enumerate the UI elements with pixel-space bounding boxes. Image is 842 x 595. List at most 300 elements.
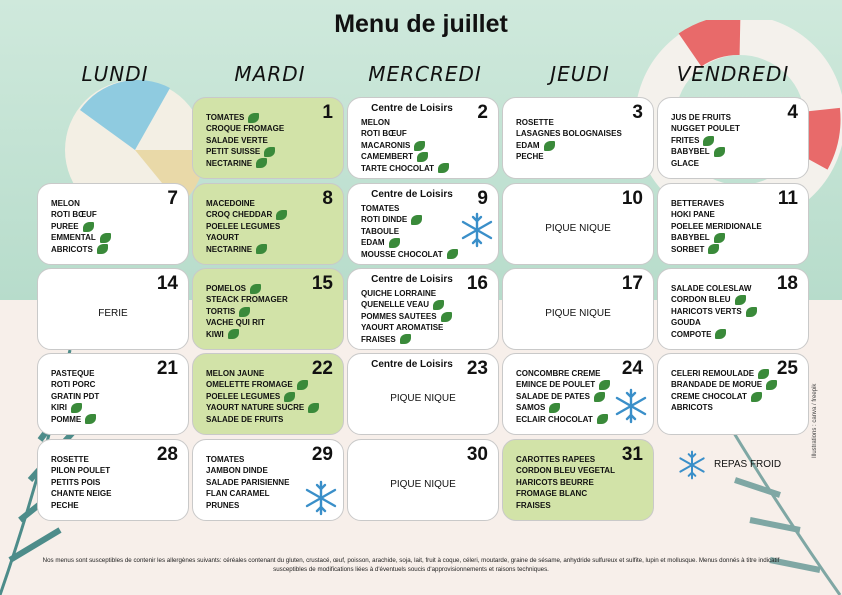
day-cell-31 — [502, 439, 654, 521]
legend-repas-froid: REPAS FROID — [714, 459, 782, 470]
menu-item-text: EMINCE DE POULET — [516, 380, 596, 390]
menu-item — [671, 391, 777, 402]
menu-item-text: SALADE VERTE — [206, 135, 268, 145]
day-note: PIQUE NIQUE — [390, 479, 456, 490]
menu-item — [206, 232, 287, 243]
menu-item — [51, 368, 99, 379]
menu-item — [51, 465, 111, 476]
organic-leaf-icon — [714, 147, 725, 157]
allergen-footer-note: Nos menus sont susceptibles de contenir les allergènes suivants: céréales contenant du gluten, crustacé, œuf, poisson, arachide, soja, lait, fruit à coque, céleri, moutarde, graine de sésame, anhydride sulfureux et sulfite, lupin et mollusque. Menus donnés à titre indicatif susceptibles de modifications liées à d'éventuels soucis d'approvisionnements et raisons techniques. — [42, 557, 780, 573]
menu-item — [516, 477, 615, 488]
centre-loisirs-label: Centre de Loisirs — [371, 274, 453, 285]
menu-item-text: EDAM — [361, 238, 385, 248]
menu-item-text: FRITES — [671, 135, 700, 145]
menu-item-text: CORDON BLEU VEGETAL — [516, 466, 615, 476]
day-note: PIQUE NIQUE — [390, 393, 456, 404]
menu-list — [51, 198, 111, 255]
day-cell-30 — [347, 439, 499, 521]
day-number: 29 — [311, 444, 333, 465]
day-cell-14 — [37, 268, 189, 350]
day-number: 16 — [466, 273, 488, 294]
menu-item — [51, 232, 111, 243]
organic-leaf-icon — [714, 233, 725, 243]
organic-leaf-icon — [100, 233, 111, 243]
day-number: 21 — [156, 358, 178, 379]
menu-list — [516, 368, 610, 425]
menu-item — [361, 237, 458, 248]
day-cell-16 — [347, 268, 499, 350]
menu-item — [361, 226, 458, 237]
menu-item — [206, 500, 289, 511]
menu-item — [51, 477, 111, 488]
menu-item-text: CAMEMBERT — [361, 152, 413, 162]
organic-leaf-icon — [85, 414, 96, 424]
organic-leaf-icon — [715, 329, 726, 339]
menu-item — [516, 391, 610, 402]
menu-item-text: ROSETTE — [516, 118, 554, 127]
day-header-mardi: MARDI — [234, 62, 306, 86]
menu-item — [51, 402, 99, 413]
menu-item-text: BETTERAVES — [671, 199, 725, 208]
menu-item-text: CHANTE NEIGE — [51, 489, 112, 499]
menu-item — [51, 488, 111, 499]
organic-leaf-icon — [433, 300, 444, 310]
menu-item-text: POELEE LEGUMES — [206, 221, 281, 231]
menu-item — [51, 379, 99, 390]
menu-item-text: POMME — [51, 414, 82, 424]
menu-item-text: PETITS POIS — [51, 477, 101, 487]
menu-item-text: PRUNES — [206, 500, 240, 510]
menu-item-text: ABRICOTS — [671, 403, 713, 413]
menu-item — [671, 232, 762, 243]
menu-item-text: TARTE CHOCOLAT — [361, 163, 435, 173]
day-number: 8 — [322, 188, 333, 209]
organic-leaf-icon — [256, 244, 267, 254]
menu-item — [206, 198, 287, 209]
menu-item-text: GRATIN PDT — [51, 391, 100, 401]
menu-item-text: EMMENTAL — [51, 233, 96, 243]
snowflake-icon — [459, 212, 495, 248]
menu-item-text: MELON — [361, 118, 390, 127]
menu-list — [51, 454, 111, 511]
day-number: 18 — [776, 273, 798, 294]
menu-item — [516, 140, 622, 151]
menu-item-text: STEACK FROMAGER — [206, 295, 288, 305]
day-cell-7 — [37, 183, 189, 265]
menu-item-text: SALADE DE FRUITS — [206, 414, 284, 424]
organic-leaf-icon — [438, 163, 449, 173]
menu-item-text: CELERI REMOULADE — [671, 369, 755, 378]
menu-item — [671, 221, 762, 232]
menu-item — [516, 488, 615, 499]
day-number: 24 — [621, 358, 643, 379]
menu-item-text: MOUSSE CHOCOLAT — [361, 249, 443, 259]
menu-item-text: HARICOTS VERTS — [671, 306, 742, 316]
day-number: 25 — [776, 358, 798, 379]
menu-item-text: POELEE LEGUMES — [206, 391, 281, 401]
organic-leaf-icon — [597, 414, 608, 424]
day-number: 2 — [477, 102, 488, 123]
day-cell-25 — [657, 353, 809, 435]
menu-item — [361, 140, 449, 151]
menu-item — [206, 465, 289, 476]
menu-item-text: GOUDA — [671, 318, 701, 328]
menu-item-text: SALADE COLESLAW — [671, 284, 752, 293]
menu-item — [671, 123, 740, 134]
day-header-mercredi: MERCREDI — [368, 62, 482, 86]
menu-item — [206, 488, 289, 499]
day-number: 4 — [787, 102, 798, 123]
menu-item — [51, 454, 111, 465]
day-number: 3 — [632, 102, 643, 123]
menu-item-text: KIRI — [51, 403, 67, 413]
menu-list — [51, 368, 99, 425]
day-cell-18 — [657, 268, 809, 350]
day-number: 28 — [156, 444, 178, 465]
organic-leaf-icon — [708, 244, 719, 254]
day-number: 15 — [311, 273, 333, 294]
menu-item-text: FLAN CARAMEL — [206, 489, 270, 499]
menu-item-text: MACEDOINE — [206, 199, 255, 208]
day-cell-23 — [347, 353, 499, 435]
organic-leaf-icon — [735, 295, 746, 305]
menu-item — [361, 117, 449, 128]
menu-item — [206, 414, 319, 425]
menu-list — [361, 288, 452, 345]
menu-item — [671, 317, 757, 328]
snowflake-icon — [677, 450, 707, 480]
day-cell-8 — [192, 183, 344, 265]
menu-item — [516, 117, 622, 128]
menu-list — [206, 112, 284, 169]
menu-item — [516, 368, 610, 379]
menu-item — [671, 135, 740, 146]
menu-item-text: YAOURT — [206, 233, 240, 243]
menu-item — [516, 500, 615, 511]
menu-item — [671, 209, 762, 220]
day-number: 14 — [156, 273, 178, 294]
day-cell-28 — [37, 439, 189, 521]
menu-item-text: YAOURT AROMATISE — [361, 323, 444, 333]
organic-leaf-icon — [71, 403, 82, 413]
menu-item — [206, 368, 319, 379]
menu-item-text: PECHE — [51, 500, 79, 510]
day-cell-15 — [192, 268, 344, 350]
day-cell-3 — [502, 97, 654, 179]
menu-item-text: CORDON BLEU — [671, 295, 731, 305]
menu-item — [206, 123, 284, 134]
day-cell-24 — [502, 353, 654, 435]
organic-leaf-icon — [441, 312, 452, 322]
organic-leaf-icon — [284, 392, 295, 402]
menu-item-text: FRAISES — [516, 500, 551, 510]
menu-item-text: FRAISES — [361, 334, 396, 344]
menu-item-text: CAROTTES RAPEES — [516, 455, 596, 464]
organic-leaf-icon — [400, 334, 411, 344]
organic-leaf-icon — [549, 403, 560, 413]
menu-item-text: BABYBEL — [671, 233, 710, 243]
menu-item — [51, 244, 111, 255]
menu-item — [671, 158, 740, 169]
menu-item — [51, 414, 99, 425]
day-number: 10 — [621, 188, 643, 209]
organic-leaf-icon — [766, 380, 777, 390]
menu-item — [206, 454, 289, 465]
menu-item — [671, 329, 757, 340]
menu-item — [361, 249, 458, 260]
snowflake-icon — [303, 480, 339, 516]
day-header-lundi: LUNDI — [81, 62, 149, 86]
menu-item-text: PECHE — [516, 152, 544, 162]
organic-leaf-icon — [544, 141, 555, 151]
menu-item — [671, 306, 757, 317]
menu-item — [206, 294, 288, 305]
menu-item-text: CONCOMBRE CREME — [516, 369, 601, 378]
menu-item — [206, 244, 287, 255]
menu-item-text: OMELETTE FROMAGE — [206, 380, 293, 390]
menu-item — [51, 198, 111, 209]
menu-item — [206, 221, 287, 232]
menu-item — [361, 203, 458, 214]
menu-item — [206, 317, 288, 328]
day-cell-4 — [657, 97, 809, 179]
menu-item-text: BRANDADE DE MORUE — [671, 380, 763, 390]
menu-list — [206, 454, 289, 511]
menu-item-text: POELEE MERIDIONALE — [671, 221, 762, 231]
menu-list — [206, 368, 319, 425]
organic-leaf-icon — [228, 329, 239, 339]
organic-leaf-icon — [248, 113, 259, 123]
menu-list — [516, 117, 622, 163]
menu-item — [671, 368, 777, 379]
menu-item — [361, 163, 449, 174]
menu-item-text: PETIT SUISSE — [206, 147, 261, 157]
day-cell-2 — [347, 97, 499, 179]
menu-item-text: COMPOTE — [671, 329, 712, 339]
day-number: 11 — [777, 188, 798, 209]
menu-item — [51, 500, 111, 511]
menu-item-text: SORBET — [671, 244, 705, 254]
menu-item — [671, 198, 762, 209]
menu-item-text: NECTARINE — [206, 158, 253, 168]
organic-leaf-icon — [297, 380, 308, 390]
day-number: 1 — [322, 102, 333, 123]
organic-leaf-icon — [97, 244, 108, 254]
menu-item — [516, 414, 610, 425]
menu-item — [516, 151, 622, 162]
menu-item — [206, 379, 319, 390]
day-note: PIQUE NIQUE — [545, 308, 611, 319]
menu-item-text: CREME CHOCOLAT — [671, 391, 747, 401]
menu-item — [206, 391, 319, 402]
menu-item — [671, 294, 757, 305]
organic-leaf-icon — [389, 238, 400, 248]
day-cell-11 — [657, 183, 809, 265]
day-note: PIQUE NIQUE — [545, 223, 611, 234]
menu-list — [671, 368, 777, 414]
menu-item — [206, 146, 284, 157]
menu-item — [516, 465, 615, 476]
day-number: 7 — [167, 188, 178, 209]
illustration-credit: Illustrations : canva / freepik — [812, 383, 818, 458]
organic-leaf-icon — [276, 210, 287, 220]
day-number: 22 — [311, 358, 333, 379]
menu-item-text: MELON — [51, 199, 80, 208]
organic-leaf-icon — [599, 380, 610, 390]
menu-item-text: GLACE — [671, 158, 699, 168]
organic-leaf-icon — [703, 136, 714, 146]
organic-leaf-icon — [256, 158, 267, 168]
day-number: 31 — [621, 444, 643, 465]
organic-leaf-icon — [414, 141, 425, 151]
menu-item — [206, 135, 284, 146]
menu-item — [671, 244, 762, 255]
menu-item — [516, 128, 622, 139]
centre-loisirs-label: Centre de Loisirs — [371, 189, 453, 200]
menu-item — [361, 128, 449, 139]
day-number: 23 — [466, 358, 488, 379]
page-title: Menu de juillet — [334, 10, 508, 38]
menu-list — [206, 283, 288, 340]
menu-list — [671, 112, 740, 169]
day-number: 30 — [466, 444, 488, 465]
day-cell-10 — [502, 183, 654, 265]
menu-list — [361, 117, 449, 174]
centre-loisirs-label: Centre de Loisirs — [371, 103, 453, 114]
menu-item — [361, 299, 452, 310]
menu-item-text: ECLAIR CHOCOLAT — [516, 414, 593, 424]
menu-item — [51, 221, 111, 232]
menu-item-text: FROMAGE BLANC — [516, 489, 588, 499]
menu-item-text: ROTI BŒUF — [51, 210, 97, 220]
menu-item-text: SALADE DE PATES — [516, 391, 590, 401]
menu-item — [51, 391, 99, 402]
day-cell-21 — [37, 353, 189, 435]
menu-item-text: TABOULE — [361, 226, 400, 236]
menu-item — [671, 402, 777, 413]
menu-item-text: ROTI DINDE — [361, 215, 408, 225]
menu-item-text: HOKI PANE — [671, 210, 715, 220]
menu-item-text: TOMATES — [361, 204, 400, 213]
menu-item-text: JUS DE FRUITS — [671, 113, 732, 122]
menu-item — [206, 283, 288, 294]
menu-item-text: NECTARINE — [206, 244, 253, 254]
menu-item — [671, 146, 740, 157]
menu-list — [671, 283, 757, 340]
menu-list — [671, 198, 762, 255]
menu-item — [361, 311, 452, 322]
menu-item-text: MACARONIS — [361, 140, 411, 150]
organic-leaf-icon — [758, 369, 769, 379]
menu-item — [361, 151, 449, 162]
menu-item-text: CROQ CHEDDAR — [206, 210, 273, 220]
organic-leaf-icon — [250, 284, 261, 294]
menu-item — [206, 158, 284, 169]
menu-item-text: POMMES SAUTEES — [361, 311, 437, 321]
menu-item-text: POMELOS — [206, 284, 247, 293]
menu-item-text: ROTI PORC — [51, 380, 96, 390]
menu-item-text: PUREE — [51, 221, 79, 231]
menu-item-text: JAMBON DINDE — [206, 466, 268, 476]
organic-leaf-icon — [83, 222, 94, 232]
day-cell-9 — [347, 183, 499, 265]
menu-item — [51, 209, 111, 220]
centre-loisirs-label: Centre de Loisirs — [371, 359, 453, 370]
menu-item-text: TOMATES — [206, 113, 245, 122]
menu-list — [516, 454, 615, 511]
organic-leaf-icon — [308, 403, 319, 413]
day-number: 17 — [621, 273, 643, 294]
organic-leaf-icon — [594, 392, 605, 402]
day-cell-1 — [192, 97, 344, 179]
menu-item — [361, 288, 452, 299]
organic-leaf-icon — [751, 392, 762, 402]
menu-item-text: QUENELLE VEAU — [361, 300, 430, 310]
menu-item — [206, 402, 319, 413]
menu-item — [361, 334, 452, 345]
organic-leaf-icon — [417, 152, 428, 162]
organic-leaf-icon — [746, 307, 757, 317]
menu-item — [516, 379, 610, 390]
menu-item — [206, 477, 289, 488]
day-note: FERIE — [98, 308, 128, 319]
menu-item-text: SALADE PARISIENNE — [206, 477, 290, 487]
menu-item-text: YAOURT NATURE SUCRE — [206, 403, 305, 413]
menu-item-text: EDAM — [516, 140, 540, 150]
menu-item-text: SAMOS — [516, 403, 546, 413]
menu-item — [361, 214, 458, 225]
menu-item — [516, 402, 610, 413]
day-cell-22 — [192, 353, 344, 435]
organic-leaf-icon — [447, 249, 458, 259]
menu-item-text: ABRICOTS — [51, 244, 93, 254]
day-cell-29 — [192, 439, 344, 521]
day-header-vendredi: VENDREDI — [676, 62, 790, 86]
menu-item-text: KIWI — [206, 329, 224, 339]
menu-item-text: MELON JAUNE — [206, 369, 265, 378]
menu-item-text: VACHE QUI RIT — [206, 318, 265, 328]
menu-item-text: CROQUE FROMAGE — [206, 124, 285, 134]
menu-item — [206, 329, 288, 340]
menu-item-text: NUGGET POULET — [671, 124, 740, 134]
menu-item-text: LASAGNES BOLOGNAISES — [516, 129, 622, 139]
day-number: 9 — [477, 188, 488, 209]
menu-list — [361, 203, 458, 260]
menu-item — [671, 379, 777, 390]
menu-item — [206, 112, 284, 123]
menu-item-text: ROTI BŒUF — [361, 129, 407, 139]
menu-item — [361, 322, 452, 333]
menu-item — [206, 209, 287, 220]
menu-item-text: PASTEQUE — [51, 369, 95, 378]
organic-leaf-icon — [239, 307, 250, 317]
menu-item-text: ROSETTE — [51, 455, 89, 464]
organic-leaf-icon — [411, 215, 422, 225]
menu-item — [516, 454, 615, 465]
menu-item-text: HARICOTS BEURRE — [516, 477, 594, 487]
menu-list — [206, 198, 287, 255]
menu-item — [671, 112, 740, 123]
day-header-jeudi: JEUDI — [550, 62, 610, 86]
menu-item-text: PILON POULET — [51, 466, 111, 476]
menu-item-text: TOMATES — [206, 455, 245, 464]
menu-item — [671, 283, 757, 294]
day-cell-17 — [502, 268, 654, 350]
menu-item — [206, 306, 288, 317]
menu-item-text: QUICHE LORRAINE — [361, 289, 437, 298]
organic-leaf-icon — [264, 147, 275, 157]
snowflake-icon — [613, 388, 649, 424]
